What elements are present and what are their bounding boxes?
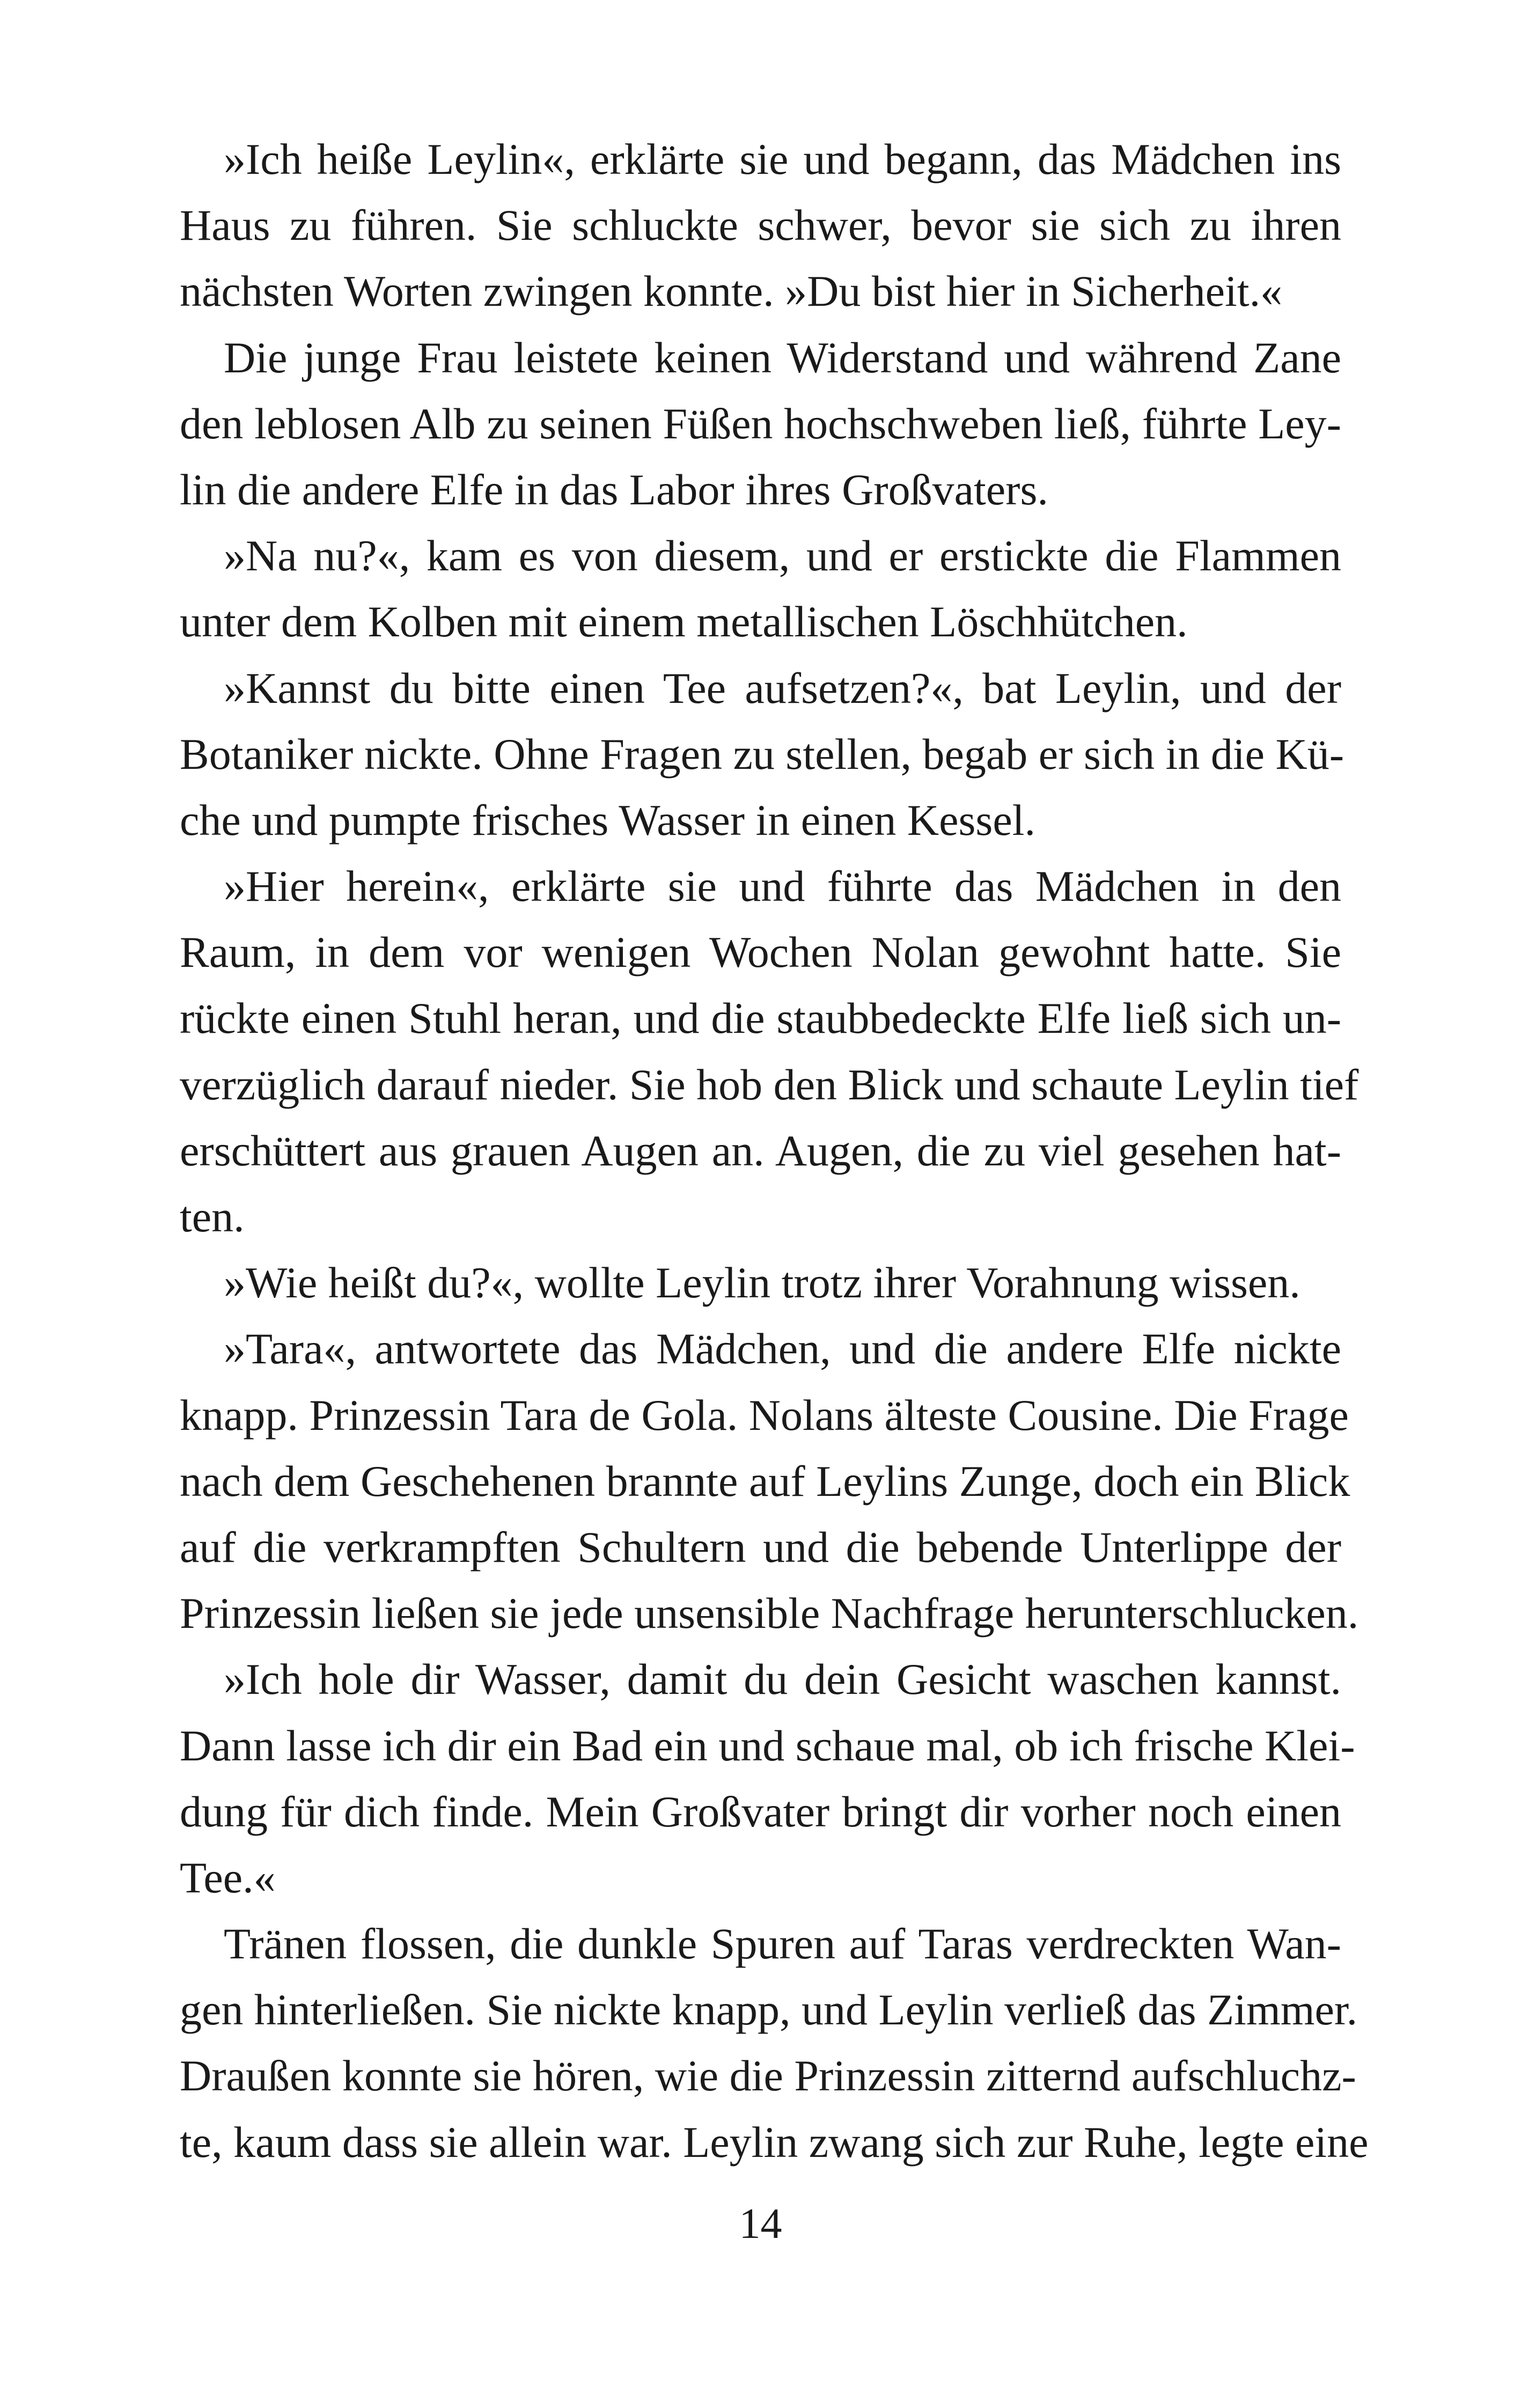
text-line: nach dem Geschehenen brannte auf Leylins Zunge, doch ein Blick [180,1456,1350,1506]
text-line: »Ich hole dir Wasser, damit du dein Gesicht waschen kannst. [224,1655,1341,1704]
text-line: den leblosen Alb zu seinen Füßen hochschweben ließ, führte Ley- [180,399,1341,448]
text-line: »Tara«, antwortete das Mädchen, und die andere Elfe nickte [224,1324,1341,1374]
text-line: lin die andere Elfe in das Labor ihres Großvaters. [180,465,1048,514]
text-line: knapp. Prinzessin Tara de Gola. Nolans älteste Cousine. Die Frage [180,1390,1349,1440]
text-line: Die junge Frau leistete keinen Widerstand und während Zane [224,333,1341,382]
text-line: auf die verkrampften Schultern und die bebende Unterlippe der [180,1522,1341,1572]
text-line: che und pumpte frisches Wasser in einen Kessel. [180,795,1035,845]
text-line: te, kaum dass sie allein war. Leylin zwang sich zur Ruhe, legte eine [180,2117,1369,2167]
page-number: 14 [739,2200,782,2248]
text-line: »Kannst du bitte einen Tee aufsetzen?«, bat Leylin, und der [224,663,1341,713]
text-line: gen hinterließen. Sie nickte knapp, und Leylin verließ das Zimmer. [180,1985,1358,2035]
text-line: Haus zu führen. Sie schluckte schwer, bevor sie sich zu ihren [180,201,1341,250]
body-text [180,126,1369,2175]
text-line: Raum, in dem vor wenigen Wochen Nolan gewohnt hatte. Sie [180,928,1341,977]
text-line: Prinzessin ließen sie jede unsensible Nachfrage herunterschlucken. [180,1589,1359,1638]
text-line: rückte einen Stuhl heran, und die staubbedeckte Elfe ließ sich un- [180,994,1341,1043]
text-line: »Wie heißt du?«, wollte Leylin trotz ihrer Vorahnung wissen. [224,1258,1300,1308]
text-line: Tee.« [180,1853,276,1902]
text-line: verzüglich darauf nieder. Sie hob den Blick und schaute Leylin tief [180,1060,1359,1109]
text-line: erschüttert aus grauen Augen an. Augen, die zu viel gesehen hat- [180,1126,1341,1175]
text-line: nächsten Worten zwingen konnte. »Du bist hier in Sicherheit.« [180,267,1283,316]
text-line: »Hier herein«, erklärte sie und führte das Mädchen in den [224,862,1341,911]
text-line: dung für dich finde. Mein Großvater bringt dir vorher noch einen [180,1787,1341,1836]
text-line: unter dem Kolben mit einem metallischen Löschhütchen. [180,597,1188,647]
text-line: »Na nu?«, kam es von diesem, und er erstickte die Flammen [224,531,1341,581]
text-line: Dann lasse ich dir ein Bad ein und schaue mal, ob ich frische Klei- [180,1721,1355,1770]
text-line: Draußen konnte sie hören, wie die Prinzessin zitternd aufschluchz- [180,2051,1356,2101]
text-line: ten. [180,1192,245,1241]
text-line: »Ich heiße Leylin«, erklärte sie und begann, das Mädchen ins [224,135,1341,183]
text-line: Tränen flossen, die dunkle Spuren auf Taras verdreckten Wan- [224,1919,1341,1969]
text-line: Botaniker nickte. Ohne Fragen zu stellen, begab er sich in die Kü- [180,729,1344,779]
